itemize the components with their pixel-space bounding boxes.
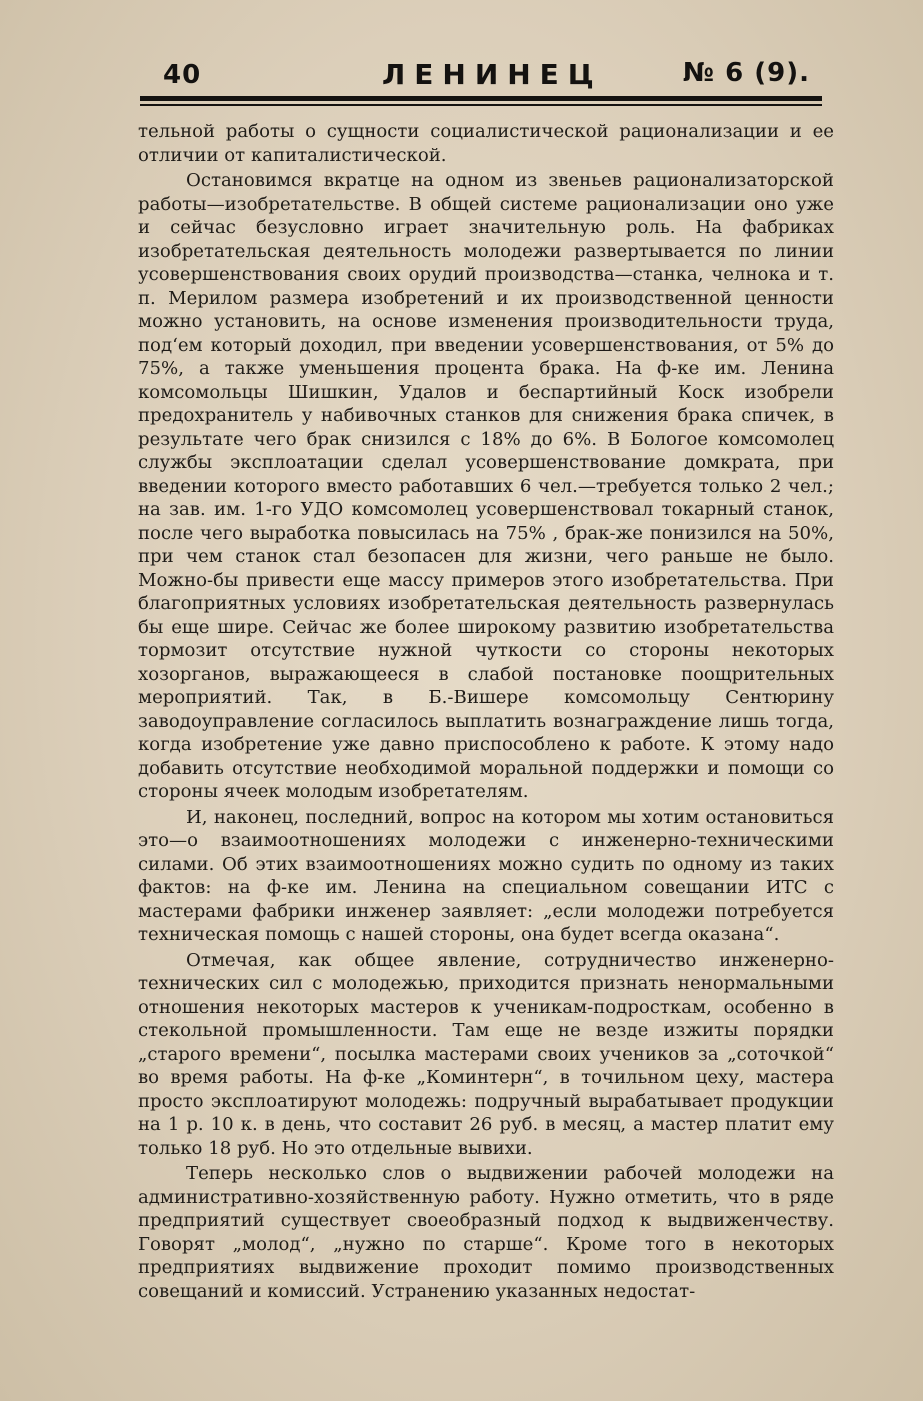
- journal-title: ЛЕНИНЕЦ: [382, 58, 603, 91]
- page-number: 40: [163, 60, 202, 90]
- issue-number: № 6 (9).: [682, 58, 810, 88]
- paragraph-masters: Отмечая, как общее явление, сотрудничество инженерно-технических сил с молодежью, приходится признать ненормальными отношения некоторых мастеров к ученикам-подросткам, особенно в стекольной промышленности. Там еще не везде изжиты порядки „старого времени“, посылка мастерами своих учеников за „соточкой“ во время работы. На ф-ке „Коминтерн“, в точильном цеху, мастера просто эксплоатируют молодежь: подручный вырабатывает продукции на 1 р. 10 к. в день, что составит 26 руб. в месяц, а мастер платит ему только 18 руб. Но это отдельные вывихи.: [138, 949, 834, 1159]
- paragraph-engineers: И, наконец, последний, вопрос на котором мы хотим остановиться это—о взаимоотношениях молодежи с инженерно-техническими силами. Об этих взаимоотношениях можно судить по одному из таких фактов: на ф-ке им. Ленина на специальном совещании ИТС с мастерами фабрики инженер заявляет: „если молодежи потребуется техническая помощь с нашей стороны, она будет всегда оказана“.: [138, 806, 834, 945]
- paragraph-promotion: Теперь несколько слов о выдвижении рабочей молодежи на административно-хозяйственную работу. Нужно отметить, что в ряде предприятий существует своеобразный подход к выдвиженчеству. Говорят „молод“, „нужно по старше“. Кроме того в некоторых предприятиях выдвижение проходит помимо производственных совещаний и комиссий. Устранению указанных недостат-: [138, 1163, 834, 1302]
- paragraph-inventions: Остановимся вкратце на одном из звеньев рационализаторской работы—изобретательстве. В общей системе рационализации оно уже и сейчас безусловно играет значительную роль. На фабриках изобретательская деятельность молодежи развертывается по линии усовершенствования своих орудий производства—станка, челнока и т. п. Мерилом размера изобретений и их производственной ценности можно установить, на основе изменения производительности труда, под‘ем который доходил, при введении усовершенствования, от 5% до 75%, а также уменьшения процента брака. На ф-ке им. Ленина комсомольцы Шишкин, Удалов и беспартийный Коск изобрели предохранитель у набивочных станков для снижения брака спичек, в результате чего брак снизился с 18% до 6%. В Бологое комсомолец службы эксплоатации сделал усовершенствование домкрата, при введении которого вместо работавших 6 чел.—требуется только 2 чел.; на зав. им. 1-го УДО комсомолец усовершенствовал токарный станок, после чего выработка повысилась на 75% , брак-же понизился на 50%, при чем станок стал безопасен для жизни, чего раньше не было. Можно-бы привести еще массу примеров этого изобретательства. При благоприятных условиях изобретательская деятельность развернулась бы еще шире. Сейчас же более широкому развитию изобретательства тормозит отсутствие нужной чуткости со стороны некоторых хозорганов, выражающееся в слабой постановке поощрительных мероприятий. Так, в Б.-Вишере комсомольцу Сентюрину заводоуправление согласилось выплатить вознаграждение лишь тогда, когда изобретение уже давно приспособлено к работе. К этому надо добавить отсутствие необходимой моральной поддержки и помощи со стороны ячеек молодым изобретателям.: [138, 170, 834, 802]
- article-body: [138, 120, 834, 1305]
- page-header: [160, 56, 820, 96]
- paragraph-continued: тельной работы о сущности социалистической рационализации и ее отличии от капиталистической.: [138, 121, 834, 166]
- header-rule-thick: [140, 96, 822, 101]
- header-rule-thin: [140, 104, 822, 106]
